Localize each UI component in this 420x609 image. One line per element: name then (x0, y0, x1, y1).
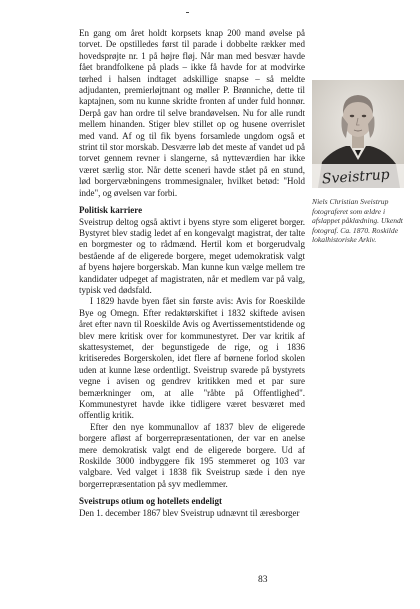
page-mark (186, 12, 189, 13)
paragraph: Sveistrup deltog også aktivt i byens styre som eligeret borger. Bystyret blev stadig ledet af en kongevalgt magistrat, der talte en borgmester og to rådmænd. Hertil kom et borgerudvalg bestående af de eligerede borgere, meget udemokratisk valgt af byens højere borgerskab. Man kunne kun vælge mellem tre kandidater udpeget af magistraten, når et medlem var på valg, typisk ved dødsfald. (79, 216, 305, 295)
paragraph: En gang om året holdt korpsets knap 200 mand øvelse på torvet. De opstilledes først til parade i dobbelte rækker med hovedsprøjte nr. 1 på højre fløj. Når man med besvær havde fået brandfolkene på plads – ikke få havde for at modvirke tørhed i halsen indtaget adskillige snapse – så meldte adjudanten, premierløjtnant og møller P. Brønniche, dette til kaptajnen, som nu kunne skridte fronten af under fuld honnør. Derpå gav han ordre til selve brandøvelsen. Nu for alle rundt mellem hinanden. Stiger blev stillet op og husene overrislet med vand. Af og til fik byens forsamlede ungdom også et strint til stor morskab. Desværre løb det meste af vandet ud på torvet gennem revner i slangerne, så nytteværdien har ikke været særlig stor. Når dette sceneri havde stået på en stund, lød borgervæbningens trommesignaler, hvilket betød: "Hold inde", og øvelsen var forbi. (79, 28, 305, 198)
signature: Sveistrup (321, 166, 391, 188)
paragraph: Efter den nye kommunallov af 1837 blev de eligerede borgere afløst af borgerrepræsentationen, der var en anelse mere demokratisk valgt end de eligerede borgere. Ud af Roskilde 3000 indbyggere fik 195 stemmeret og 103 var valgbare. Ved valget i 1838 fik Sveistrup sæde i den nye borgerrepræsentation på syv medlemmer. (79, 421, 305, 489)
figure (312, 80, 404, 245)
portrait-photo (312, 80, 404, 188)
main-text-column (79, 28, 305, 519)
paragraph: Den 1. december 1867 blev Sveistrup udnævnt til æresborger (79, 507, 300, 518)
figure-caption: Niels Christian Sveistrup fotograferet som ældre i afslappet påklædning. Ukendt fotograf. Ca. 1870. Roskilde lokalhistoriske Arkiv. (312, 197, 403, 245)
page-number: 83 (258, 575, 268, 585)
paragraph: I 1829 havde byen fået sin første avis: Avis for Roeskilde Bye og Omegn. Efter redaktørskiftet i 1832 skiftede avisen året efter navn til Roeskilde Avis og Avertissementstidende og blev mere kritisk over for kommunestyret. Der var kritik af skattesystemet, der begunstigede de rige, og i 1836 kritiseredes Borgerskolen, idet flere af børnene forlod skolen uden at kunne læse ordentligt. Sveistrup svarede på bystyrets vegne i avisen og gendrev kritikken med et par sure bemærkninger om, at alle "råbte på Offentlighed". Kommunestyret havde ikke tidligere været besværet med offentlig kritik. (79, 296, 305, 421)
section-heading: Politisk karriere (79, 205, 143, 216)
section-heading: Sveistrups otium og hotellets endeligt (79, 496, 222, 507)
